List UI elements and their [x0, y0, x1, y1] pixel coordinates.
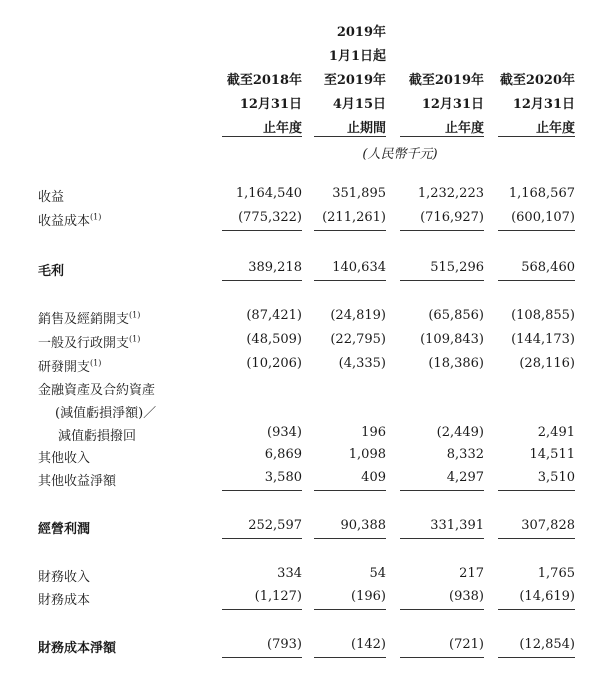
row-value: (108,855) [511, 308, 575, 323]
subtotal-rule [400, 490, 484, 491]
row-value: (65,856) [428, 308, 484, 323]
subtotal-rule [400, 609, 484, 610]
row-value: 1,168,567 [508, 186, 575, 201]
row-label-impairment-line1: 金融資產及合約資產 [38, 383, 156, 398]
row-label-finance-income: 財務收入 [38, 570, 91, 585]
subtotal-rule [314, 230, 386, 231]
row-label-admin-expenses: 一般及行政開支$^{(1)}$ [38, 334, 141, 351]
row-value: (211,261) [322, 210, 386, 225]
row-value: 196 [361, 425, 386, 440]
row-value: (142) [351, 637, 386, 652]
row-value: 1,164,540 [235, 186, 302, 201]
total-rule [314, 280, 386, 281]
col4-header-line2: 12月31日 [512, 97, 575, 112]
subtotal-rule [498, 609, 575, 610]
row-value: 409 [361, 470, 386, 485]
row-value: 14,511 [529, 447, 575, 462]
total-rule [400, 538, 484, 539]
total-rule [498, 280, 575, 281]
row-label-impairment-line2: (減值虧損淨額)／ [55, 406, 157, 421]
col3-header-line1: 截至2019年 [408, 73, 484, 88]
row-value: 90,388 [340, 518, 386, 533]
subtotal-rule [314, 490, 386, 491]
row-label-net-finance-costs: 財務成本淨額 [38, 641, 117, 656]
total-rule [222, 657, 302, 658]
row-value: (18,386) [428, 356, 484, 371]
row-value: 351,895 [332, 186, 386, 201]
col2-header-line3: 至2019年 [323, 73, 386, 88]
row-value: (793) [267, 637, 302, 652]
row-value: 252,597 [248, 518, 302, 533]
row-label-rd-expenses: 研發開支$^{(1)}$ [38, 358, 102, 375]
col1-header-rule [222, 136, 302, 137]
row-value: 1,098 [348, 447, 386, 462]
col3-header-rule [400, 136, 484, 137]
col1-header-line2: 12月31日 [239, 97, 302, 112]
row-label-other-income: 其他收入 [38, 451, 91, 466]
row-value: 8,332 [446, 447, 484, 462]
row-value: (938) [449, 589, 484, 604]
col2-header-rule [314, 136, 386, 137]
total-rule [400, 657, 484, 658]
row-label-operating-profit: 經營利潤 [38, 522, 91, 537]
row-value: (196) [351, 589, 386, 604]
row-value: 2,491 [537, 425, 575, 440]
row-value: 307,828 [521, 518, 575, 533]
row-value: (2,449) [436, 425, 484, 440]
row-value: 140,634 [332, 260, 386, 275]
col4-header-line1: 截至2020年 [499, 73, 575, 88]
row-value: (12,854) [519, 637, 575, 652]
row-value: 217 [459, 566, 484, 581]
row-value: 3,580 [264, 470, 302, 485]
row-value: (14,619) [519, 589, 575, 604]
total-rule [222, 280, 302, 281]
row-label-other-gains: 其他收益淨額 [38, 474, 117, 489]
col4-header-rule [498, 136, 575, 137]
col2-header-line2: 1月1日起 [328, 49, 386, 64]
subtotal-rule [222, 230, 302, 231]
row-value: (934) [267, 425, 302, 440]
row-value: 1,765 [537, 566, 575, 581]
row-value: (109,843) [420, 332, 484, 347]
row-value: (775,322) [238, 210, 302, 225]
total-rule [400, 280, 484, 281]
row-value: (87,421) [246, 308, 302, 323]
total-rule [314, 538, 386, 539]
row-label-gross-profit: 毛利 [38, 264, 65, 279]
col2-header-line4: 4月15日 [332, 97, 386, 112]
total-rule [498, 538, 575, 539]
row-value: 331,391 [430, 518, 484, 533]
subtotal-rule [222, 490, 302, 491]
row-value: (28,116) [519, 356, 575, 371]
row-value: 1,232,223 [417, 186, 484, 201]
subtotal-rule [314, 609, 386, 610]
row-value: 6,869 [264, 447, 302, 462]
row-value: (1,127) [254, 589, 302, 604]
total-rule [498, 657, 575, 658]
row-value: 54 [369, 566, 386, 581]
row-label-cost-of-revenue: 收益成本$^{(1)}$ [38, 212, 102, 229]
row-label-selling-expenses: 銷售及經銷開支$^{(1)}$ [38, 310, 141, 327]
col3-header-line2: 12月31日 [421, 97, 484, 112]
row-value: (22,795) [330, 332, 386, 347]
row-value: (4,335) [338, 356, 386, 371]
row-value: (144,173) [511, 332, 575, 347]
col1-header-line1: 截至2018年 [226, 73, 302, 88]
row-label-finance-costs: 財務成本 [38, 593, 91, 608]
subtotal-rule [222, 609, 302, 610]
row-value: 334 [277, 566, 302, 581]
subtotal-rule [498, 490, 575, 491]
total-rule [222, 538, 302, 539]
subtotal-rule [400, 230, 484, 231]
row-label-revenue: 收益 [38, 190, 65, 205]
subtotal-rule [498, 230, 575, 231]
col1-header-line3: 止年度 [262, 121, 302, 136]
unit-label: (人民幣千元) [362, 147, 438, 162]
row-value: (10,206) [246, 356, 302, 371]
row-label-impairment-line3: 減值虧損撥回 [58, 429, 137, 444]
row-value: 389,218 [248, 260, 302, 275]
col2-header-line1: 2019年 [336, 25, 386, 40]
row-value: (716,927) [420, 210, 484, 225]
row-value: (48,509) [246, 332, 302, 347]
row-value: (721) [449, 637, 484, 652]
row-value: (24,819) [330, 308, 386, 323]
row-value: (600,107) [511, 210, 575, 225]
col2-header-line5: 止期間 [346, 121, 386, 136]
col3-header-line3: 止年度 [444, 121, 484, 136]
row-value: 568,460 [521, 260, 575, 275]
row-value: 515,296 [430, 260, 484, 275]
total-rule [314, 657, 386, 658]
row-value: 3,510 [537, 470, 575, 485]
col4-header-line3: 止年度 [535, 121, 575, 136]
row-value: 4,297 [446, 470, 484, 485]
